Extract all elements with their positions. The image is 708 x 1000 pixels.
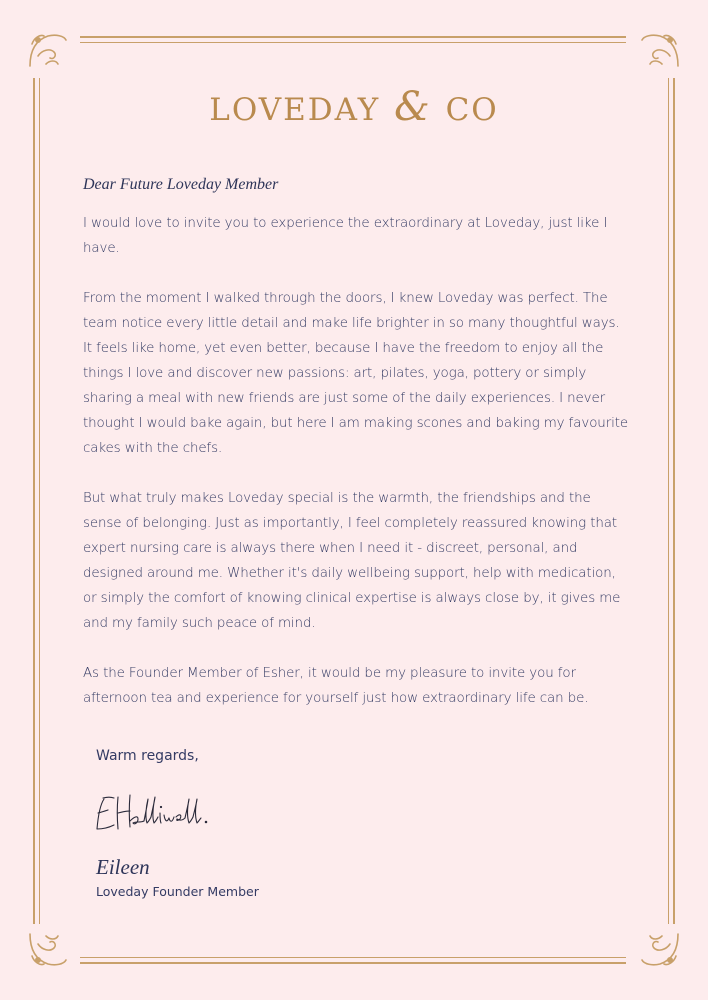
letter-paragraph-3: But what truly makes Loveday special is the warmth, the friendships and the sense of belonging. Just as importantly, I feel completely reassured knowing that expert nursing care is always there when I need it - discreet, personal, and designed around me. Whether it's daily wellbeing support, help with medication, or simply the comfort of knowing clinical expertise is always close by, it gives me and my family such peace of mind. — [83, 491, 621, 631]
top-border-inner-line — [80, 42, 626, 43]
bottom-border-line — [80, 962, 626, 964]
letter-closing: Warm regards, — [96, 748, 199, 764]
signer-name: Eileen — [96, 855, 150, 879]
bottom-border-inner-line — [80, 957, 626, 958]
top-border-line — [80, 36, 626, 38]
letter-salutation: Dear Future Loveday Member — [83, 176, 279, 193]
right-border-inner-line — [668, 78, 669, 924]
logo-ampersand: & — [394, 84, 432, 130]
left-border-line — [33, 78, 35, 924]
left-border-inner-line — [39, 78, 40, 924]
signer-role: Loveday Founder Member — [96, 884, 259, 899]
right-border-line — [673, 78, 675, 924]
brand-logo — [0, 84, 708, 130]
letter-paragraph-1: I would love to invite you to experience the extraordinary at Loveday, just like I have. — [83, 216, 608, 256]
letter-paragraph-2: From the moment I walked through the doors, I knew Loveday was perfect. The team notice every little detail and make life brighter in so many thoughtful ways. It feels like home, yet even better, because I have the freedom to enjoy all the things I love and discover new passions: art, pilates, yoga, pottery or simply sharing a meal with new friends are just some of the daily experiences. I never thought I would bake again, but here I am making scones and baking my favourite cakes with the chefs. — [83, 291, 629, 456]
logo-text-right: CO — [445, 92, 499, 128]
ornament-corner-icon — [24, 26, 70, 72]
letter-paragraph-4: As the Founder Member of Esher, it would be my pleasure to invite you for afternoon tea and experience for yourself just how extraordinary life can be. — [83, 666, 589, 706]
ornament-corner-icon — [638, 928, 684, 974]
ornament-corner-icon — [24, 928, 70, 974]
handwritten-signature — [90, 785, 250, 843]
ornament-corner-icon — [638, 26, 684, 72]
logo-text-left: LOVEDAY — [209, 92, 381, 128]
